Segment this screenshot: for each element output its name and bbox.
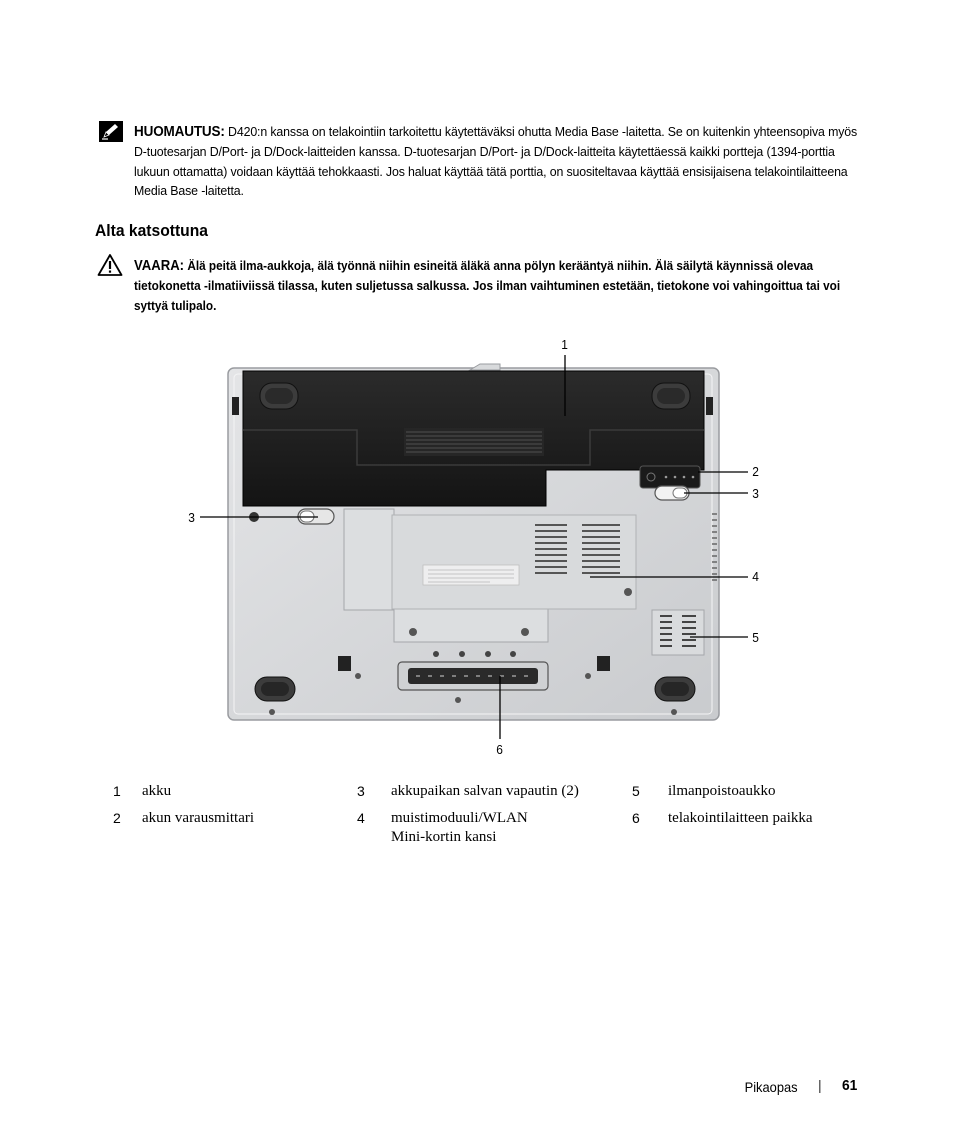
battery-release-latch: [655, 486, 689, 500]
callout-3-right: 3: [752, 486, 759, 501]
note-label: HUOMAUTUS:: [134, 124, 225, 140]
legend-number: 4: [357, 810, 365, 826]
callout-4: 4: [752, 569, 759, 584]
legend-text: ilmanpoistoaukko: [668, 783, 776, 799]
legend-text: akku: [142, 783, 172, 799]
callout-6: 6: [496, 742, 503, 757]
legend-text: telakointilaitteen paikka: [668, 810, 813, 826]
note-text: D420:n kanssa on telakointiin tarkoitettu käytettäväksi ohutta Media Base -laitetta. Se on kuitenkin yhteensopiva myös D-tuotesarjan D/Port- ja D/Dock-laitteiden kanssa. D-tuotesarjan D/Port- ja D/Dock-laitteita käytettäessä kaikki portteja (1394-porttia lukuun ottamatta) voidaan käyttää tehokkaasti. Jos haluat käyttää tätä porttia, on suositeltavaa käyttää ensisijaisena telakointilaitteena Media Base -laitetta.: [134, 124, 858, 198]
footer-section-name: Pikaopas: [745, 1079, 798, 1095]
legend-number: 1: [113, 783, 121, 799]
callout-5: 5: [752, 630, 759, 645]
legend-number: 5: [632, 783, 640, 799]
warning-text: Älä peitä ilma-aukkoja, älä työnnä niihin esineitä äläkä anna pölyn kerääntyä niihin. Älä säilytä käynnissä olevaa tietokonetta -ilmatiiviissä tilassa, kuten suljetussa salkussa. Jos ilman vaihtuminen estetään, tietokone voi vahingoittua tai voi syttyä tulipalo.: [134, 258, 841, 313]
callout-1: 1: [561, 337, 568, 352]
pencil-note-icon: [99, 121, 123, 142]
callout-2: 2: [752, 464, 759, 479]
legend-text: akun varausmittari: [142, 810, 255, 826]
legend-number: 6: [632, 810, 640, 826]
legend-number: 3: [357, 783, 365, 799]
warning-triangle-icon: [97, 253, 123, 277]
note-paragraph: [134, 122, 862, 200]
callout-3-left: 3: [188, 510, 195, 525]
legend-number: 2: [113, 810, 121, 826]
laptop-bottom-figure: [185, 335, 770, 760]
exhaust-vent: [652, 610, 704, 655]
note-icon-box: [99, 121, 123, 142]
battery-charge-gauge: [640, 466, 700, 488]
warning-paragraph: [134, 256, 858, 316]
legend-text: akkupaikan salvan vapautin (2): [391, 783, 579, 799]
page-number: 61: [842, 1077, 858, 1094]
footer-separator: |: [818, 1077, 822, 1093]
section-heading: Alta katsottuna: [95, 221, 208, 240]
battery-grip: [404, 428, 544, 456]
warning-label: VAARA:: [134, 258, 185, 274]
warning-icon-box: [97, 253, 123, 282]
legend-text: muistimoduuli/WLAN Mini-kortin kansi: [391, 810, 528, 845]
